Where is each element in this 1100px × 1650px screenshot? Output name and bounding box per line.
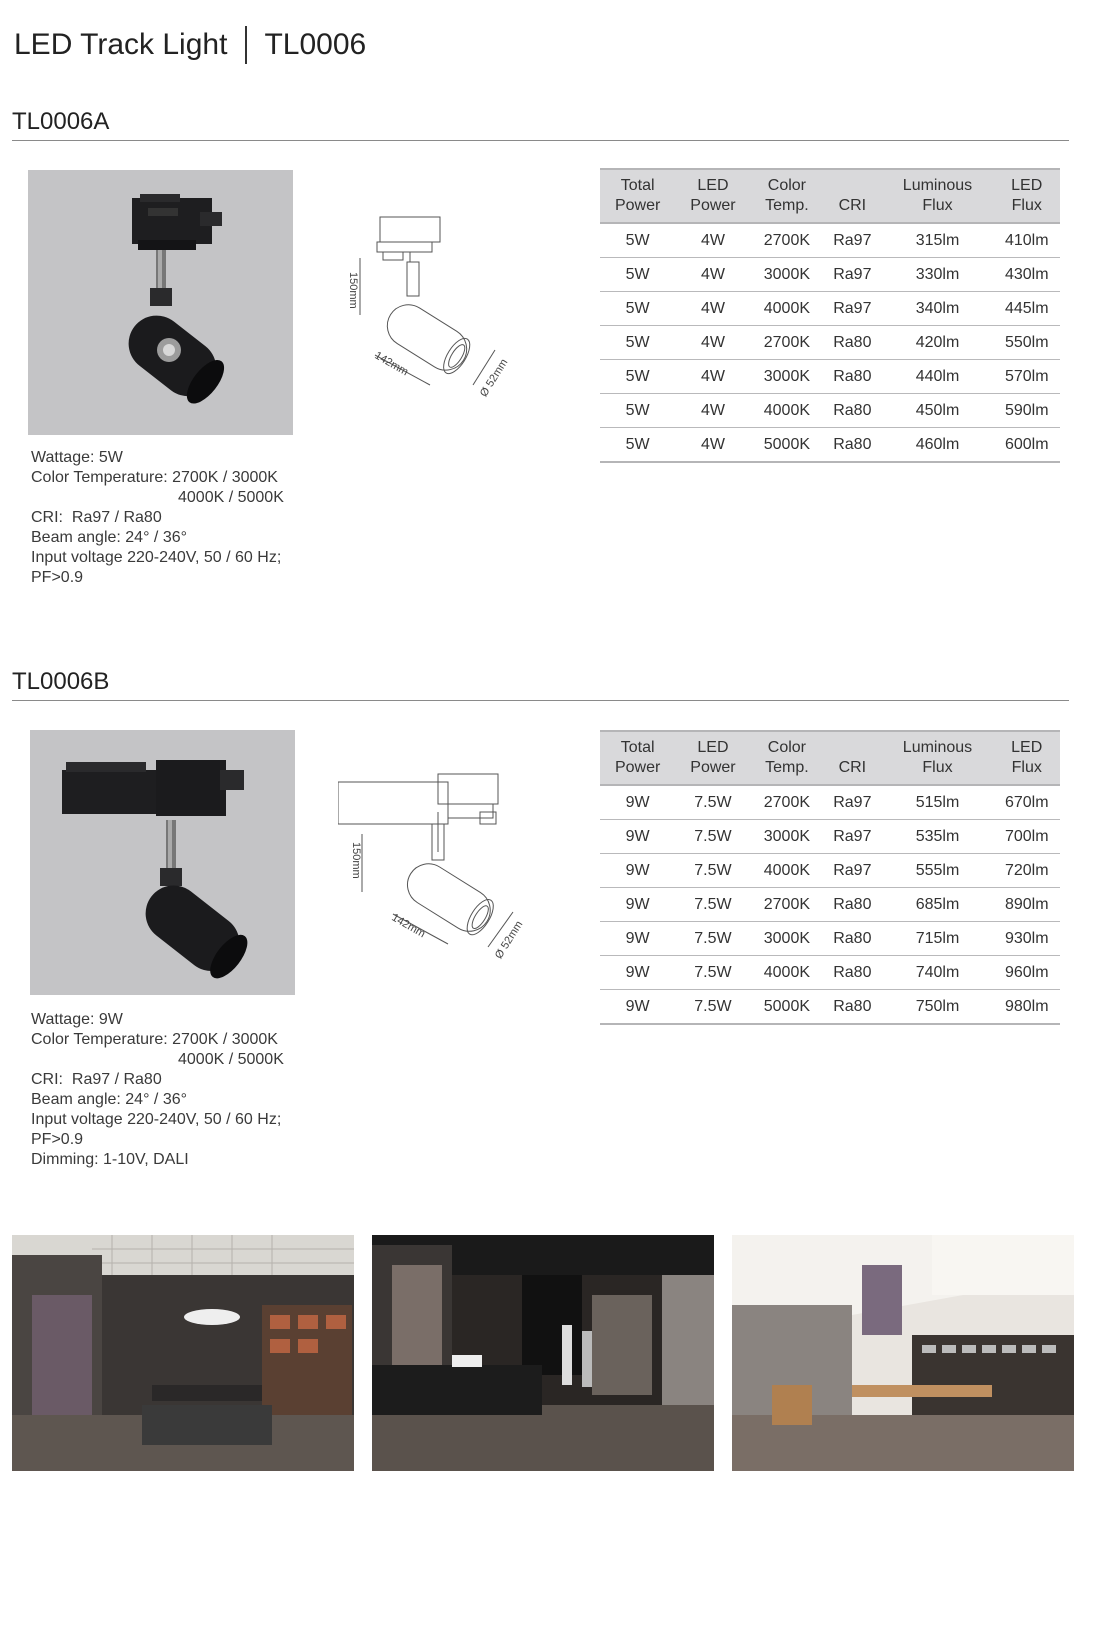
spec-beam-angle: Beam angle: 24° / 36°	[31, 1091, 188, 1108]
column-header-led-flux	[993, 169, 1060, 223]
cell-led-power: 4W	[675, 258, 750, 292]
cell-led-power: 7.5W	[675, 922, 750, 956]
cell-luminous-flux: 440lm	[882, 360, 994, 394]
cell-led-power: 7.5W	[675, 854, 750, 888]
cell-led-flux: 960lm	[993, 956, 1060, 990]
table-row	[600, 956, 1060, 990]
spec-input-voltage: Input voltage 220-240V, 50 / 60 Hz;	[31, 1111, 282, 1128]
cell-cri: Ra80	[823, 990, 881, 1025]
product-photo-a	[28, 170, 293, 435]
column-header-line: Temp.	[765, 197, 809, 214]
application-photo-store-3	[732, 1235, 1074, 1471]
cell-total-power: 9W	[600, 922, 675, 956]
cell-led-flux: 670lm	[993, 785, 1060, 820]
cell-led-flux: 720lm	[993, 854, 1060, 888]
cell-luminous-flux: 515lm	[882, 785, 994, 820]
column-header-line: CRI	[838, 759, 867, 776]
column-header-line: Luminous	[902, 739, 973, 756]
cell-led-power: 4W	[675, 326, 750, 360]
cell-led-flux: 980lm	[993, 990, 1060, 1025]
cell-luminous-flux: 715lm	[882, 922, 994, 956]
column-header-line: Power	[614, 197, 661, 214]
column-header-luminous-flux	[882, 731, 994, 785]
table-row	[600, 360, 1060, 394]
model-number: TL0006	[264, 28, 367, 61]
page-title: LED Track Light	[14, 28, 228, 61]
table-row	[600, 394, 1060, 428]
diameter-dimension-label: Ø 52mm	[477, 356, 511, 400]
cell-color-temp: 2700K	[751, 223, 824, 258]
section-title-a: TL0006A	[12, 108, 110, 135]
spec-wattage: Wattage: 5W	[31, 449, 123, 466]
spec-cri: CRI: Ra97 / Ra80	[31, 1071, 162, 1088]
column-header-color-temp	[751, 169, 824, 223]
column-header-line: Flux	[922, 197, 953, 214]
cell-luminous-flux: 555lm	[882, 854, 994, 888]
cell-total-power: 5W	[600, 360, 675, 394]
cell-led-flux: 700lm	[993, 820, 1060, 854]
cell-led-power: 7.5W	[675, 785, 750, 820]
cell-total-power: 5W	[600, 428, 675, 463]
cell-color-temp: 3000K	[751, 258, 824, 292]
application-photo-store-1	[12, 1235, 354, 1471]
page-header	[14, 26, 366, 64]
cell-led-power: 7.5W	[675, 990, 750, 1025]
column-header-cri	[823, 169, 881, 223]
cell-color-temp: 4000K	[751, 956, 824, 990]
cell-color-temp: 4000K	[751, 854, 824, 888]
cell-led-flux: 890lm	[993, 888, 1060, 922]
table-header-row	[600, 169, 1060, 223]
section-divider-a	[12, 140, 1069, 141]
spec-list-b	[31, 1010, 284, 1170]
cell-luminous-flux: 420lm	[882, 326, 994, 360]
cell-color-temp: 5000K	[751, 990, 824, 1025]
cell-color-temp: 2700K	[751, 888, 824, 922]
column-header-line: Color	[767, 177, 806, 194]
cell-color-temp: 5000K	[751, 428, 824, 463]
length-dimension-label: 142mm	[389, 911, 428, 941]
column-header-led-power	[675, 169, 750, 223]
cell-total-power: 9W	[600, 820, 675, 854]
column-header-line: Flux	[1011, 759, 1042, 776]
cell-led-power: 4W	[675, 292, 750, 326]
spec-wattage: Wattage: 9W	[31, 1011, 123, 1028]
cell-cri: Ra80	[823, 394, 881, 428]
cell-luminous-flux: 460lm	[882, 428, 994, 463]
spec-color-temp: Color Temperature: 2700K / 3000K	[31, 469, 278, 486]
cell-total-power: 9W	[600, 854, 675, 888]
cell-led-flux: 930lm	[993, 922, 1060, 956]
cell-led-power: 7.5W	[675, 820, 750, 854]
diameter-dimension-label: Ø 52mm	[492, 918, 526, 962]
length-dimension-label: 142mm	[372, 349, 411, 379]
column-header-line	[850, 177, 854, 194]
cell-color-temp: 2700K	[751, 326, 824, 360]
cell-led-flux: 410lm	[993, 223, 1060, 258]
column-header-line: LED	[1011, 177, 1043, 194]
cell-total-power: 5W	[600, 326, 675, 360]
cell-color-temp: 3000K	[751, 922, 824, 956]
table-row	[600, 854, 1060, 888]
spec-cri: CRI: Ra97 / Ra80	[31, 509, 162, 526]
cell-led-flux: 600lm	[993, 428, 1060, 463]
dimension-drawing-a	[345, 200, 525, 420]
column-header-line: Flux	[1011, 197, 1042, 214]
column-header-luminous-flux	[882, 169, 994, 223]
column-header-line: Total	[620, 177, 655, 194]
cell-luminous-flux: 685lm	[882, 888, 994, 922]
table-row	[600, 922, 1060, 956]
cell-cri: Ra80	[823, 326, 881, 360]
spec-input-voltage: Input voltage 220-240V, 50 / 60 Hz;	[31, 549, 282, 566]
cell-led-power: 7.5W	[675, 956, 750, 990]
cell-led-flux: 550lm	[993, 326, 1060, 360]
cell-total-power: 5W	[600, 258, 675, 292]
column-header-color-temp	[751, 731, 824, 785]
column-header-line: LED	[1011, 739, 1043, 756]
cell-cri: Ra80	[823, 360, 881, 394]
spec-table-b	[600, 730, 1060, 1025]
spec-power-factor: PF>0.9	[31, 1131, 84, 1148]
cell-color-temp: 4000K	[751, 292, 824, 326]
section-title-b: TL0006B	[12, 668, 110, 695]
cell-cri: Ra97	[823, 223, 881, 258]
column-header-led-power	[675, 731, 750, 785]
cell-led-power: 4W	[675, 394, 750, 428]
cell-cri: Ra97	[823, 292, 881, 326]
cell-total-power: 9W	[600, 785, 675, 820]
dimension-drawing-b	[338, 762, 538, 982]
cell-cri: Ra97	[823, 854, 881, 888]
spec-beam-angle: Beam angle: 24° / 36°	[31, 529, 188, 546]
column-header-cri	[823, 731, 881, 785]
cell-total-power: 5W	[600, 292, 675, 326]
cell-total-power: 9W	[600, 956, 675, 990]
cell-luminous-flux: 450lm	[882, 394, 994, 428]
cell-led-power: 4W	[675, 428, 750, 463]
table-row	[600, 223, 1060, 258]
cell-cri: Ra97	[823, 785, 881, 820]
column-header-line: Temp.	[765, 759, 809, 776]
column-header-line: Power	[614, 759, 661, 776]
cell-led-flux: 570lm	[993, 360, 1060, 394]
cell-cri: Ra80	[823, 428, 881, 463]
column-header-total-power	[600, 169, 675, 223]
cell-luminous-flux: 340lm	[882, 292, 994, 326]
table-row	[600, 785, 1060, 820]
cell-color-temp: 3000K	[751, 360, 824, 394]
product-photo-b	[30, 730, 295, 995]
column-header-line: Color	[767, 739, 806, 756]
table-row	[600, 258, 1060, 292]
cell-led-power: 7.5W	[675, 888, 750, 922]
spec-dimming: Dimming: 1-10V, DALI	[31, 1151, 189, 1168]
cell-luminous-flux: 315lm	[882, 223, 994, 258]
cell-cri: Ra80	[823, 888, 881, 922]
table-row	[600, 990, 1060, 1025]
cell-led-flux: 430lm	[993, 258, 1060, 292]
table-row	[600, 888, 1060, 922]
application-photo-store-2	[372, 1235, 714, 1471]
column-header-line: LED	[697, 739, 729, 756]
cell-color-temp: 2700K	[751, 785, 824, 820]
column-header-line: Power	[690, 759, 736, 776]
spec-list-a	[31, 448, 284, 588]
column-header-led-flux	[993, 731, 1060, 785]
column-header-line: Total	[620, 739, 655, 756]
section-divider-b	[12, 700, 1069, 701]
cell-total-power: 9W	[600, 990, 675, 1025]
cell-color-temp: 3000K	[751, 820, 824, 854]
table-row	[600, 326, 1060, 360]
table-row	[600, 820, 1060, 854]
spec-color-temp-cont: 4000K / 5000K	[178, 489, 284, 506]
cell-color-temp: 4000K	[751, 394, 824, 428]
cell-cri: Ra80	[823, 922, 881, 956]
column-header-line	[850, 739, 854, 756]
cell-luminous-flux: 330lm	[882, 258, 994, 292]
spec-color-temp-cont: 4000K / 5000K	[178, 1051, 284, 1068]
table-row	[600, 428, 1060, 463]
cell-led-flux: 590lm	[993, 394, 1060, 428]
cell-cri: Ra97	[823, 258, 881, 292]
cell-cri: Ra80	[823, 956, 881, 990]
cell-led-flux: 445lm	[993, 292, 1060, 326]
table-header-row	[600, 731, 1060, 785]
title-divider	[245, 26, 247, 64]
column-header-line: LED	[697, 177, 729, 194]
column-header-total-power	[600, 731, 675, 785]
column-header-line: CRI	[838, 197, 867, 214]
column-header-line: Luminous	[902, 177, 973, 194]
cell-luminous-flux: 535lm	[882, 820, 994, 854]
cell-luminous-flux: 740lm	[882, 956, 994, 990]
spec-color-temp: Color Temperature: 2700K / 3000K	[31, 1031, 278, 1048]
spec-table-a	[600, 168, 1060, 463]
table-row	[600, 292, 1060, 326]
cell-led-power: 4W	[675, 360, 750, 394]
height-dimension-label: 150mm	[350, 842, 362, 879]
column-header-line: Power	[690, 197, 736, 214]
cell-total-power: 9W	[600, 888, 675, 922]
column-header-line: Flux	[922, 759, 953, 776]
height-dimension-label: 150mm	[347, 272, 359, 309]
spec-power-factor: PF>0.9	[31, 569, 84, 586]
cell-luminous-flux: 750lm	[882, 990, 994, 1025]
cell-total-power: 5W	[600, 394, 675, 428]
cell-total-power: 5W	[600, 223, 675, 258]
cell-led-power: 4W	[675, 223, 750, 258]
cell-cri: Ra97	[823, 820, 881, 854]
